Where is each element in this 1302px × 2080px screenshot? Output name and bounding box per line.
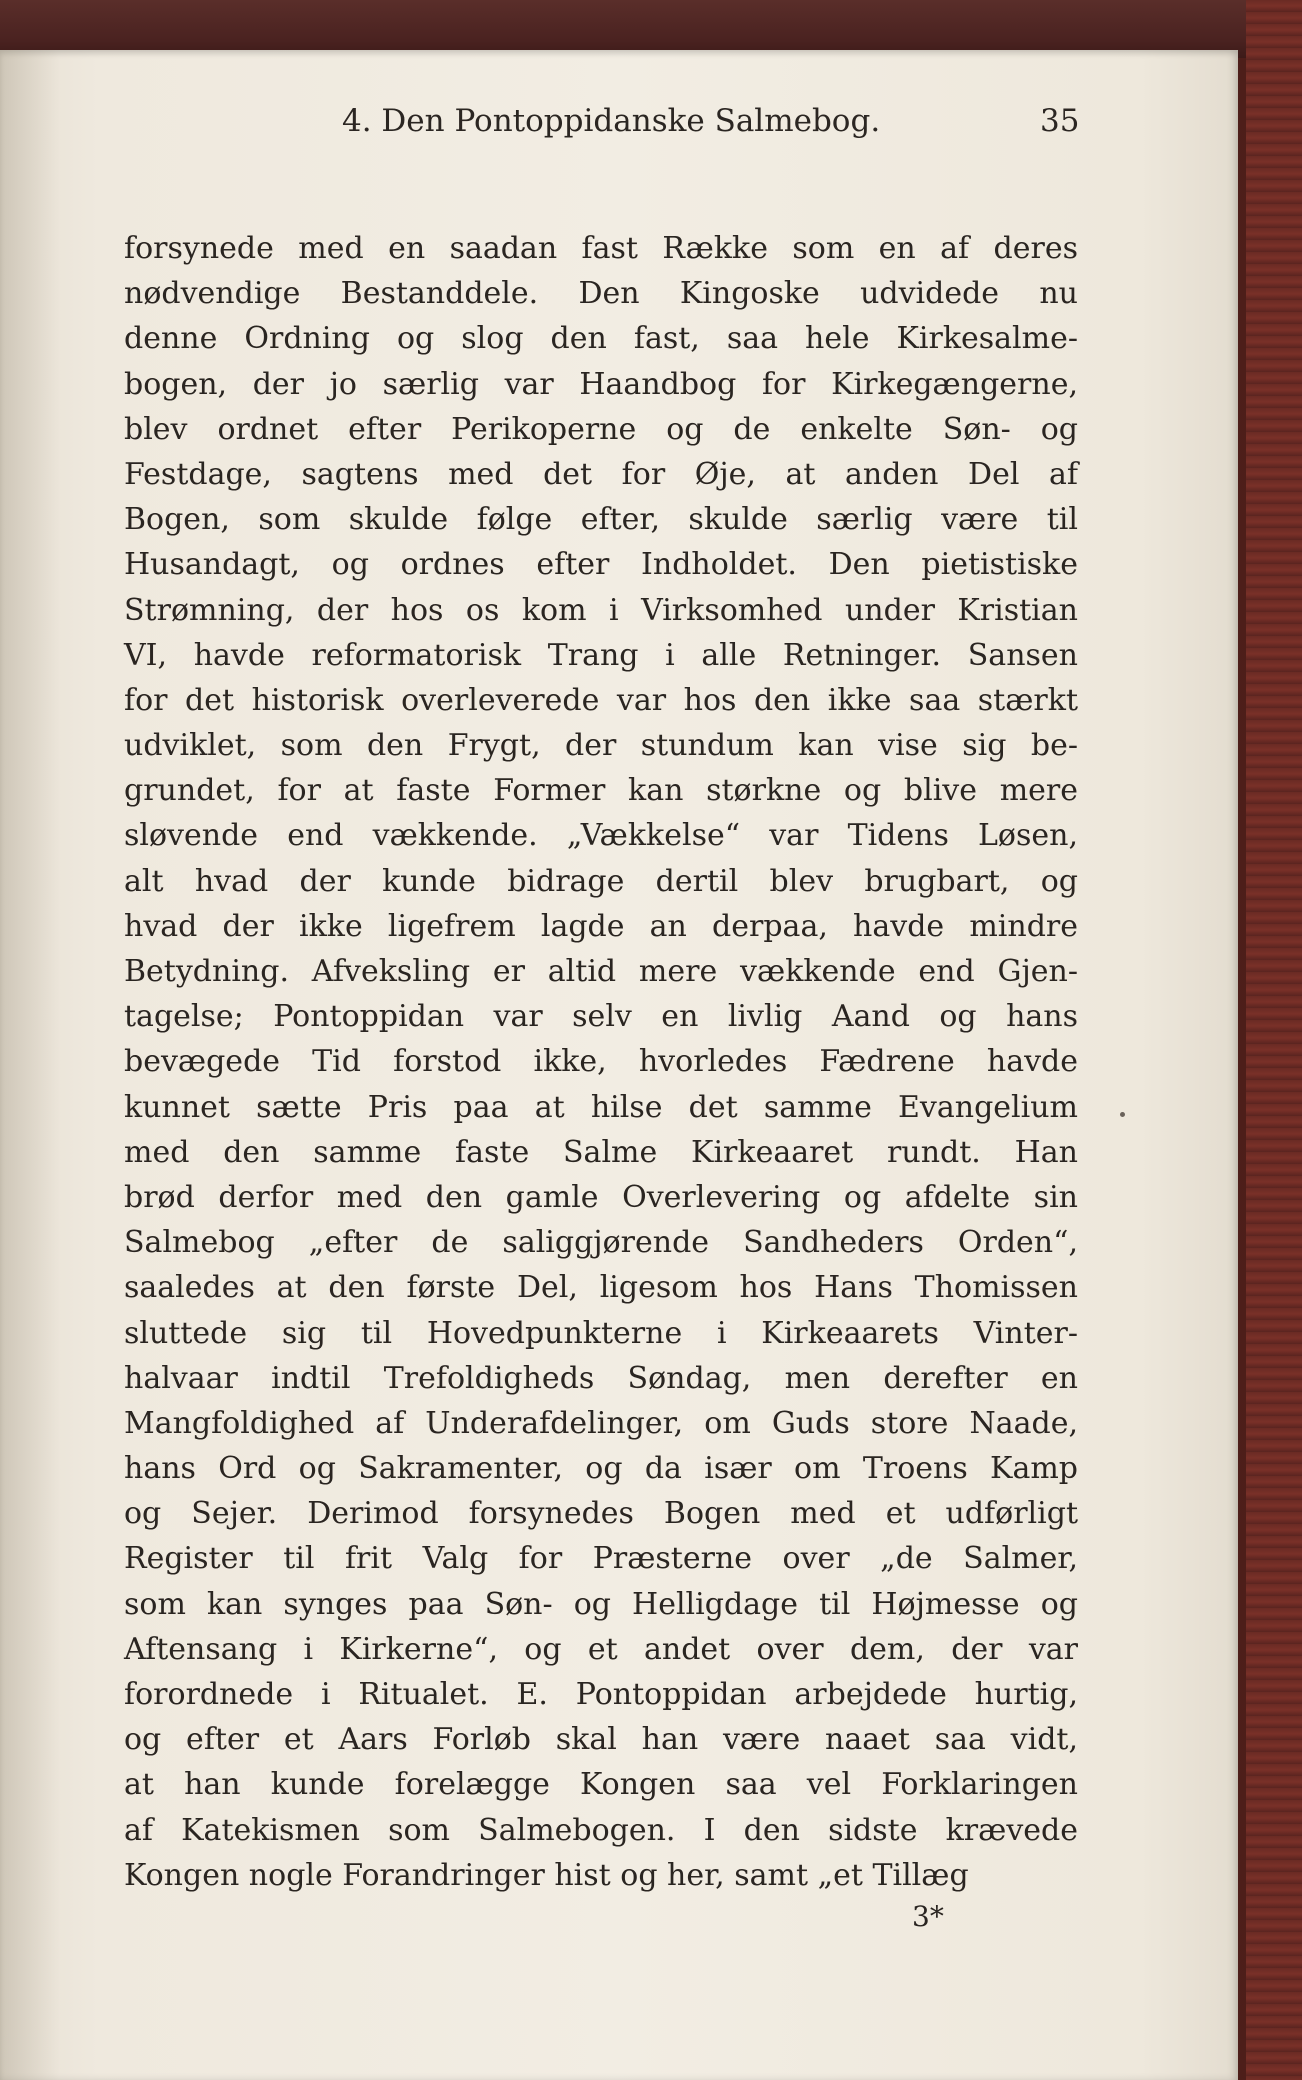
text-line: blev ordnet efter Perikoperne og de enkelte Søn- og — [124, 411, 1078, 447]
text-line: bevægede Tid forstod ikke, hvorledes Fædrene havde — [124, 1044, 1078, 1080]
running-title: 4. Den Pontoppidanske Salmebog. — [342, 103, 881, 139]
text-line: Salmebog „efter de saliggjørende Sandheders Orden“, — [124, 1225, 1078, 1261]
text-line: Register til frit Valg for Præsterne over „de Salmer, — [124, 1541, 1078, 1577]
text-line: saaledes at den første Del, ligesom hos Hans Thomissen — [124, 1270, 1078, 1306]
text-line: denne Ordning og slog den fast, saa hele Kirkesalme- — [124, 321, 1078, 357]
text-line: VI, havde reformatorisk Trang i alle Retninger. Sansen — [124, 637, 1078, 673]
text-line: alt hvad der kunde bidrage dertil blev brugbart, og — [124, 863, 1078, 899]
text-line: forordnede i Ritualet. E. Pontoppidan arbejdede hurtig, — [124, 1677, 1078, 1712]
text-line: hvad der ikke ligefrem lagde an derpaa, havde mindre — [124, 908, 1078, 944]
text-line: Aftensang i Kirkerne“, og et andet over dem, der var — [124, 1631, 1078, 1667]
text-line: udviklet, som den Frygt, der stundum kan vise sig be- — [124, 728, 1078, 764]
text-line: af Katekismen som Salmebogen. I den sidste krævede — [124, 1812, 1078, 1848]
text-line: tagelse; Pontoppidan var selv en livlig Aand og hans — [124, 999, 1078, 1035]
text-line: nødvendige Bestanddele. Den Kingoske udvidede nu — [124, 276, 1078, 312]
body-text — [124, 226, 1078, 1898]
text-line: Bogen, som skulde følge efter, skulde særlig være til — [124, 502, 1078, 538]
text-line: sløvende end vækkende. „Vækkelse“ var Tidens Løsen, — [124, 818, 1078, 854]
text-line: at han kunde forelægge Kongen saa vel Forklaringen — [124, 1767, 1078, 1803]
text-line: hans Ord og Sakramenter, og da især om Troens Kamp — [124, 1451, 1078, 1487]
text-line: Mangfoldighed af Underafdelinger, om Guds store Naade, — [124, 1405, 1078, 1441]
text-line: som kan synges paa Søn- og Helligdage til Højmesse og — [124, 1586, 1078, 1622]
page-number: 35 — [1040, 103, 1080, 139]
text-line: og efter et Aars Forløb skal han være naaet saa vidt, — [124, 1722, 1078, 1758]
book-cover-right-edge — [1246, 0, 1302, 2080]
margin-speck — [1120, 1112, 1125, 1117]
text-line: grundet, for at faste Former kan størkne og blive mere — [124, 773, 1078, 809]
text-line: Betydning. Afveksling er altid mere vækkende end Gjen- — [124, 954, 1078, 989]
running-header — [0, 103, 1238, 153]
text-line: og Sejer. Derimod forsynedes Bogen med et udførligt — [124, 1496, 1078, 1532]
text-line: for det historisk overleverede var hos den ikke saa stærkt — [124, 682, 1078, 718]
text-line: brød derfor med den gamle Overlevering og afdelte sin — [124, 1179, 1078, 1215]
text-line: halvaar indtil Trefoldigheds Søndag, men derefter en — [124, 1360, 1078, 1396]
text-line: kunnet sætte Pris paa at hilse det samme Evangelium — [124, 1089, 1078, 1125]
text-line: Festdage, sagtens med det for Øje, at anden Del af — [124, 456, 1078, 492]
text-line: Strømning, der hos os kom i Virksomhed under Kristian — [124, 592, 1078, 628]
text-line: Kongen nogle Forandringer hist og her, samt „et Tillæg — [124, 1857, 969, 1893]
signature-mark: 3* — [912, 1900, 944, 1933]
text-line: med den samme faste Salme Kirkeaaret rundt. Han — [124, 1134, 1078, 1170]
text-line: bogen, der jo særlig var Haandbog for Kirkegængerne, — [124, 366, 1078, 402]
spine-shadow — [0, 50, 60, 2080]
text-line: Husandagt, og ordnes efter Indholdet. Den pietistiske — [124, 547, 1078, 583]
text-line: forsynede med en saadan fast Række som en af deres — [124, 231, 1078, 266]
text-line: sluttede sig til Hovedpunkterne i Kirkeaarets Vinter- — [124, 1315, 1078, 1351]
